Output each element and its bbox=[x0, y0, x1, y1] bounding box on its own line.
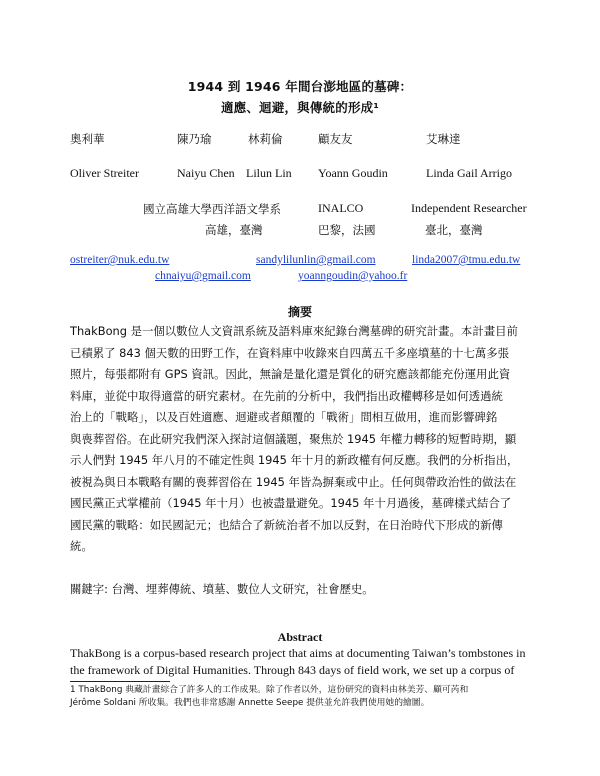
email-link-sandy[interactable]: sandylilunlin@gmail.com bbox=[256, 254, 376, 266]
paper-title-line-1: 1944 到 1946 年間台澎地區的墓碑： bbox=[187, 79, 413, 94]
abstract-zh-line: 照片，每張都附有 GPS 資訊。因此，無論是量化還是質化的研究應該都能充份運用此資 bbox=[70, 367, 511, 381]
abstract-zh-line: 治上的「戰略」，以及百姓適應、迴避或者顛覆的「戰術」間相互做用，進而影響碑銘 bbox=[70, 410, 498, 424]
author-en-5: Linda Gail Arrigo bbox=[426, 166, 512, 180]
abstract-en-heading: Abstract bbox=[277, 630, 323, 644]
author-zh-1: 奧利華 bbox=[70, 132, 105, 146]
abstract-en-line: the framework of Digital Humanities. Through 843 days of field work, we set up a corpus of bbox=[70, 663, 515, 677]
affiliation-independent: Independent Researcher bbox=[411, 201, 527, 215]
abstract-zh-line: ThakBong 是一個以數位人文資訊系統及語料庫來紀錄台灣墓碑的研究計畫。本計畫目前 bbox=[70, 324, 518, 338]
keywords: 關鍵字: 台灣、埋葬傳統、墳墓、數位人文研究，社會歷史。 bbox=[70, 582, 374, 596]
abstract-zh-line: 被視為與日本戰略有關的喪葬習俗在 1945 年皆為摒棄或中止。任何與帶政治性的做法在 bbox=[70, 474, 517, 489]
abstract-zh-line: 統。 bbox=[70, 539, 93, 553]
footnote-line: Jérôme Soldani 所收集。我們也非常感謝 Annette Seepe 提供並允許我們使用她的繪圖。 bbox=[70, 698, 430, 708]
affiliation-inalco-place: 巴黎，法國 bbox=[318, 223, 376, 237]
email-link-linda[interactable]: linda2007@tmu.edu.tw bbox=[412, 254, 521, 266]
author-zh-5: 艾琳達 bbox=[426, 132, 461, 146]
footnote bbox=[70, 684, 540, 710]
email-link-yoann[interactable]: yoanngoudin@yahoo.fr bbox=[298, 270, 408, 282]
email-link-chnaiyu[interactable]: chnaiyu@gmail.com bbox=[155, 270, 251, 282]
author-en-3: Lilun Lin bbox=[246, 166, 292, 180]
author-zh-4: 顧友友 bbox=[318, 132, 353, 146]
author-en-1: Oliver Streiter bbox=[70, 166, 139, 180]
abstract-zh-line: 國民黨的戰略：如民國記元；也結合了新統治者不加以反對，在日治時代下形成的新傳 bbox=[70, 517, 503, 532]
abstract-en-body bbox=[70, 645, 530, 679]
abstract-en-line: ThakBong is a corpus-based research project that aims at documenting Taiwan’s tombstones in bbox=[70, 646, 526, 660]
affiliation-independent-place: 臺北，臺灣 bbox=[425, 223, 483, 237]
author-zh-2: 陳乃瑜 bbox=[177, 132, 212, 146]
footnote-line: 1 ThakBong 典藏計畫綜合了許多人的工作成果。除了作者以外，這份研究的資料由林美芳、顧可芮和 bbox=[70, 685, 469, 695]
author-zh-3: 林莉倫 bbox=[248, 132, 283, 146]
abstract-zh-line: 與喪葬習俗。在此研究我們深入探討這個議題，聚焦於 1945 年權力轉移的短暫時期，顯 bbox=[70, 431, 517, 446]
abstract-zh-line: 已積累了 843 個天數的田野工作，在資料庫中收錄來自四萬五千多座墳墓的十七萬多張 bbox=[70, 345, 510, 360]
abstract-zh-heading: 摘要 bbox=[287, 305, 312, 319]
affiliation-inalco: INALCO bbox=[318, 201, 364, 215]
abstract-zh-line: 示人們對 1945 年八月的不確定性與 1945 年十月的新政權有何反應。我們的分析指出， bbox=[70, 453, 519, 467]
affiliation-nuk: 國立高雄大學西洋語文學系 bbox=[143, 202, 281, 216]
abstract-zh-line: 料庫，並從中取得適當的研究素材。在先前的分析中，我們指出政權轉移是如何透過統 bbox=[70, 388, 503, 403]
email-link-ostreiter[interactable]: ostreiter@nuk.edu.tw bbox=[70, 254, 170, 266]
abstract-zh-line: 國民黨正式掌權前（1945 年十月）也被盡量避免。1945 年十月過後，墓碑樣式結合了 bbox=[70, 496, 512, 510]
affiliation-nuk-place: 高雄，臺灣 bbox=[205, 223, 263, 237]
footnote-separator bbox=[70, 681, 170, 682]
abstract-zh-body bbox=[70, 321, 530, 558]
author-en-2: Naiyu Chen bbox=[177, 166, 235, 180]
paper-title-line-2: 適應、迴避，與傳統的形成¹ bbox=[220, 100, 380, 115]
author-en-4: Yoann Goudin bbox=[318, 166, 388, 180]
